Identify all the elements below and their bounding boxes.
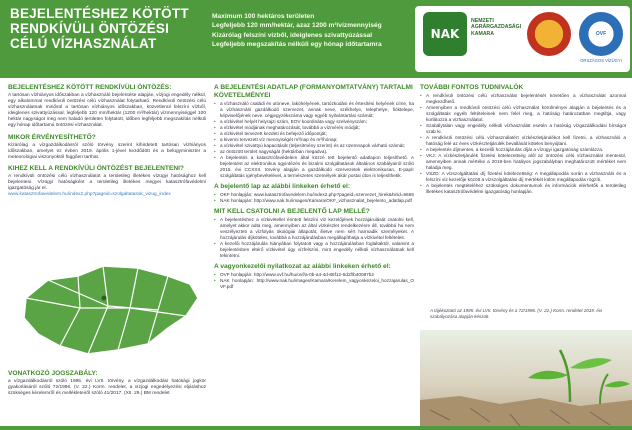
list-item: • A bejelentés megtételéhez szükséges dokumentumok és információk elérhetők a területileg illetékes katasztrófavédelmi igazgatóság honlapján.: [420, 183, 626, 195]
list-item: • A rendkívüli öntözési célú vízhasználat bejelentését követően a vízhasználat azonnal megkezdhető.: [420, 93, 626, 105]
regulation-block: [8, 366, 206, 397]
section-heading: MIT KELL CSATOLNI A BEJELENTŐ LAP MELLÉ?: [214, 208, 370, 215]
header-key-facts: [212, 12, 412, 50]
authority-link[interactable]: www.katasztrofavedelem.hu/index2.php?pageid=szolgaltatasok_vizug_index: [8, 192, 171, 198]
footnote: A tájékoztató az 1995. évi LVII. törvény és a 72/1996. (V. 22.) Korm. rendelet 2019. évi szabályozása alapján készült.: [430, 308, 603, 319]
nak-logo-icon: [423, 12, 467, 56]
title-line: RENDKÍVÜLI ÖNTÖZÉSI: [10, 21, 170, 36]
form-link[interactable]: • OKF honlapján: www.katasztrofavedelem.hu/index2.php?pageid=szervezet_hirek&hirid=6669: [214, 192, 414, 198]
title-line: CÉLÚ VÍZHASZNÁLAT: [10, 36, 157, 51]
list-item: • a vízkivétel tervezett kezdeti és befejező időpontját;: [214, 131, 414, 137]
declaration-link[interactable]: • NAK honlapján: http://www.nak.hu/images/Kamara/Kerelem_vagyonkezeloi_hozzajarulas_OVF.pdf: [214, 278, 414, 290]
section-heading: VONATKOZÓ JOGSZABÁLY:: [8, 370, 98, 377]
disaster-management-logo-icon: [527, 12, 571, 56]
fact-line: Legfeljebb 120 mm/hektár, azaz 1200 m³/vízmennyiség: [212, 22, 382, 30]
regulation-text: a vízgazdálkodásról szóló 1995. évi LVII. törvény, a vízgazdálkodási hatósági jogkör gyakorlásáról szóló 72/1996. (V. 22.) Korm. rendelet, a vízjogi engedélyezési eljáráshoz szükséges kérelemről és mellékleteiről szóló 41/2017. (XII. 29.) BM rendelet: [8, 379, 206, 397]
section-heading: BEJELENTÉSHEZ KÖTÖTT RENDKÍVÜLI ÖNTÖZÉS:: [8, 84, 172, 91]
title-line: BEJELENTÉSHEZ KÖTÖTT: [10, 6, 189, 21]
water-logo-label: OVF: [595, 31, 607, 37]
section-heading: A BEJELENTÉSI ADATLAP (FORMANYOMTATVÁNY) TARTALMI KÖVETELMÉNYEI: [214, 84, 413, 99]
list-item: • A bejelentés díjmentes, a kezelői hozzájárulás díját a vízügyi igazgatóság számlázza.: [420, 147, 626, 153]
column-middle: [214, 80, 414, 290]
declaration-link[interactable]: • OVF honlapján: http://www.ovf.hu/hu/ovf/a-0b-a4-4d-86f12-6d2f/b40087b2: [214, 272, 414, 278]
list-item: • a kivenni tervezett víz mennyiségét m³/nap és m³/hónap;: [214, 137, 414, 143]
seedling-photo: [420, 330, 632, 430]
column-right: [420, 80, 626, 195]
section-heading: A vagyonkezelői nyilatkozat az alábbi linkeken érhető el:: [214, 263, 391, 270]
footer-strip: [0, 426, 632, 430]
fact-line: Legfeljebb megszakítás nélküli egy hónap időtartamra: [212, 41, 382, 49]
attachments-list: [214, 217, 414, 259]
list-item: • VSZD: A vízszolgáltatási díj fizetési kötelezettség: A megállapodás során a vízhasználó és a felszíni víz kezelője között a vízszolgáltatási díj mértékét külön megállapodás rögzíti.: [420, 171, 626, 183]
list-item: • az öntözött terület nagyságát (hektárban megadva).: [214, 149, 414, 155]
list-item: • a vízkivétel módjának meghatározását, továbbá a vízmérés módját;: [214, 125, 414, 131]
section-text: Kizárólag a vízgazdálkodásról szóló törvény szerint kihirdetett tartósan vízhiányos időszakban, amelyet ez évben 2019. április 1-jével kezdődött és a belügyminiszter a meteorológiai viszonyoktól függően tarthat.: [8, 142, 206, 160]
declaration-links-list: [214, 272, 414, 290]
list-item: • a vízkivétel helyét helyrajzi szám, EOV koordináta vagy szelvényszám;: [214, 119, 414, 125]
water-logo-caption: ORSZÁGOS VÍZÜGYI: [580, 58, 622, 63]
section-heading: TOVÁBBI FONTOS TUDNIVALÓK: [420, 84, 524, 91]
form-link[interactable]: • NAK honlapján: http://www.nak.hu/images/Kamara/OKF_vizhasznalat_bejelento_adatlap.pdf: [214, 198, 414, 204]
fact-line: Kizárólag felszíni vízből, ideiglenes szivattyúzással: [212, 31, 373, 39]
list-item: • Amennyiben a rendkívüli öntözési célú vízhasználat körülményei alapján a bejelentés és a szolgáltatás egyéb feltételeinek nem felel meg, a hatóság határozatban megtiltja, vagy korlátozza a vízhasználatot.: [420, 105, 626, 123]
water-directorate-logo-icon: [579, 12, 623, 56]
notes-list: [420, 93, 626, 195]
section-heading: MIKOR ÉRVÉNYESÍTHETŐ?: [8, 133, 96, 141]
list-item: • A rendkívüli öntözési célú vízhasználatért vízkészletjárulékot kell fizetni, a vízhasználó a hatóság felé az éves vízkészletjárulék bevallását köteles benyújtani.: [420, 135, 626, 147]
list-item: • A kezelői hozzájárulás hiányában folytatott vagy a hozzájárulásban foglaltaktól, valamint a bejelentésben eltérő vízkivétel úgy vízfelszíni, mint engedély nélküli vízhasználatnak kell tekintetni.: [214, 241, 414, 259]
list-item: • a vízkivétel szivattyú kapacitását (teljesítmény szerint) és az üzemnapok várható számát;: [214, 143, 414, 149]
requirements-list: [214, 101, 414, 179]
section-heading: KIHEZ KELL A RENDKÍVÜLI ÖNTÖZÉST BEJELENTENI?: [8, 164, 184, 172]
section-text: A rendkívüli öntözési célú vízhasználatot a területileg illetékes vízügyi hatósághoz kell bejelenteni. Vízügyi hatóságként a területileg illetékes megyei katasztrófavédelmi igazgatóság jár el.: [8, 173, 206, 192]
column-left: [8, 80, 206, 198]
map-illustration: [8, 258, 206, 362]
section-heading: A bejelentő lap az alábbi linkeken érhető el:: [214, 183, 351, 190]
list-item: • a vízhasználó családi és utóneve, lakóhelyének, tartózkodási és értesítési helyének címe, ha a vízhasználó gazdálkodó szervezet, annak neve, székhelye, telephelye, fióktelepe, képviselőjének neve, cégjegyzékszáma vagy egyéb nyilvántartási számát;: [214, 101, 414, 119]
list-item: • A bejelentéshez a vízkivétellel érintett felszíni víz kezelőjének hozzájárulását csatolni kell, amelyet akkor adta meg, amennyiben az által vízkészlet rendelkezésre áll, továbbá ha nem veszélyezteti a vízfolyás ökológiai állapotát, illetve nem sért harmadik személyeket. A hozzájárulás díjköteles, továbbá a hozzájárulásban megállapíthatja a vízkivétel feltételeit.: [214, 217, 414, 241]
section-text: A tartósan vízhiányos időszakban a vízhasználó bejelentése alapján, vízjogi engedély nélkül, egy alkalommal rendkívüli öntözési célú vízhasználat folytatható. Rendkívüli öntözési célú vízhasználatnak minősül a tartósan vízhiányos időszakban, közvetlenül felszíni vízből, ideiglenes szivattyúzással, legfeljebb 120 mm/hektár (1200 m³/hektár) vízmennyiséggel 100 hektár nagyságot meg nem haladó területen folytatott, időben legfeljebb megszakítás nélküli egy hónap időtartamú öntözési vízhasználat.: [8, 93, 206, 129]
form-links-list: [214, 192, 414, 204]
nak-logo-label: NAK: [430, 27, 460, 41]
list-item: • VKJ: A vízkészletjárulék fizetési kötelezettség alól az öntözési célú vízhasználat mentesül, amennyiben annak mértéke a 2019-ben hatályos jogszabályban meghatározott mértéket nem haladja meg.: [420, 153, 626, 171]
list-item: • Szabálytalan vagy engedély nélküli vízhasználat esetén a hatóság vízgazdálkodási bírságot szab ki.: [420, 123, 626, 135]
logo-panel: [415, 6, 630, 72]
seedling-illustration: [420, 330, 632, 430]
document-title: [10, 6, 210, 51]
nak-logo-text: NEMZETI AGRÁRGAZDASÁGI KAMARA: [471, 18, 522, 37]
fact-line: Maximum 100 hektáros területen: [212, 13, 315, 20]
list-item: • A bejelentés a katasztrófavédelem által közzé tett bejelentő adatlapon teljesíthető. A bejelentést az elektronikus ügyintézés és bizalmi szolgáltatások általános szabályairól szóló 2015. évi CCXXII. törvény alapján a gazdálkodó szervezetek elektronikusan, E-papír szolgáltatás igénybevételével, a természetes személyek akár postai úton is teljesíthetik.: [214, 155, 414, 179]
hungary-county-map: [8, 258, 206, 362]
header-band: [0, 0, 632, 78]
